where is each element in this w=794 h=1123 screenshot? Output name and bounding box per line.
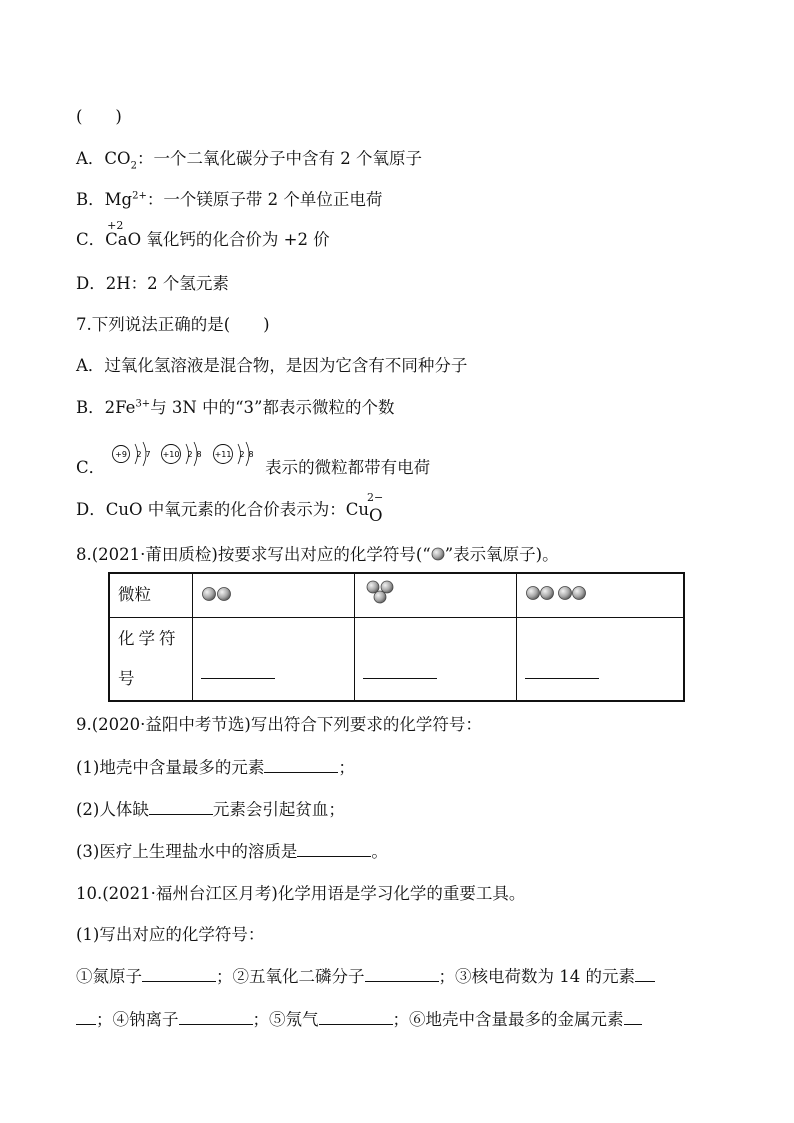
q9-stem: 9.(2020·益阳中考节选)写出符合下列要求的化学符号：	[76, 715, 482, 734]
q7-option-d	[76, 491, 384, 525]
oxygen-atom	[559, 587, 572, 600]
answer-blank[interactable]	[142, 967, 216, 982]
particle-cell-1	[193, 573, 355, 617]
q10-line-1	[76, 967, 655, 987]
q6-c-label: C．	[76, 230, 106, 249]
atom-structure-diagrams	[109, 436, 269, 476]
particle-cell-3	[517, 573, 685, 617]
q10-l1-c: ；③核电荷数为 14 的元素	[438, 967, 635, 986]
q7-stem: 7.下列说法正确的是( )	[76, 315, 270, 334]
shell-electrons: 8	[248, 449, 254, 459]
q6-option-b	[76, 190, 382, 210]
nucleus-charge: +10	[162, 449, 180, 459]
oxygen-atom	[541, 587, 554, 600]
shell-electrons: 8	[196, 449, 202, 459]
ozone-molecule	[363, 580, 403, 610]
q6-option-c	[76, 219, 330, 250]
shell-electrons: 2	[187, 449, 193, 459]
table-row	[109, 617, 684, 701]
q7-d-valence: 2−	[367, 491, 384, 504]
q6-b-superscript: 2+	[132, 190, 147, 202]
q9-i2-pre: (2)人体缺	[76, 800, 149, 819]
q9-i2-post: 元素会引起贫血；	[212, 800, 345, 819]
q9-item-2	[76, 800, 345, 820]
q9-i1-pre: (1)地壳中含量最多的元素	[76, 758, 265, 777]
q6-option-d: D．2H：2 个氢元素	[76, 274, 229, 293]
q6-b-label: B．Mg	[76, 190, 133, 209]
table-row	[109, 573, 684, 617]
q10-l2-b: ；⑤氖气	[252, 1010, 319, 1029]
q10-line-2	[76, 1010, 642, 1030]
q10-l1-a: ①氮原子	[76, 967, 142, 986]
answer-blank[interactable]	[365, 967, 439, 982]
answer-blank[interactable]	[297, 842, 371, 857]
q7-b-label: B．2Fe	[76, 398, 136, 417]
oxygen-atom	[381, 581, 393, 593]
atom-diagram-1	[113, 442, 151, 466]
answer-blank[interactable]	[525, 664, 599, 679]
answer-blank[interactable]	[363, 664, 437, 679]
q7-option-b	[76, 398, 394, 418]
q6-a-label: A．CO	[76, 149, 131, 168]
oxygen-atom	[367, 581, 379, 593]
q7-b-superscript: 3+	[135, 398, 151, 410]
answer-cell-2[interactable]	[355, 617, 517, 701]
q6-a-text: ：一个二氧化碳分子中含有 2 个氧原子	[136, 149, 422, 168]
oxygen-atom-icon	[431, 547, 445, 561]
particle-cell-2	[355, 573, 517, 617]
shell-electrons: 7	[145, 449, 151, 459]
q10-l1-b: ；②五氧化二磷分子	[216, 967, 365, 986]
oxygen-atom	[203, 588, 216, 601]
symbol-row-label: 化学符号	[109, 617, 193, 701]
q7-d-label: D．CuO 中氧元素的化合价表示为：Cu	[76, 500, 370, 519]
q7-c-label: C．	[76, 458, 106, 477]
q6-b-text: ：一个镁原子带 2 个单位正电荷	[146, 190, 383, 209]
q9-item-1	[76, 758, 355, 778]
q6-paren: ( )	[76, 107, 122, 126]
oxygen-atom	[527, 587, 540, 600]
q6-c-text: 氧化钙的化合价为 +2 价	[141, 230, 330, 249]
answer-blank[interactable]	[635, 967, 655, 982]
q7-b-text: 与 3N 中的“3”都表示微粒的个数	[150, 398, 395, 417]
answer-blank[interactable]	[319, 1010, 393, 1025]
shell-electrons: 2	[136, 449, 142, 459]
q10-sub1: (1)写出对应的化学符号：	[76, 925, 265, 944]
answer-cell-1[interactable]	[193, 617, 355, 701]
answer-blank[interactable]	[624, 1010, 642, 1025]
nucleus-charge: +9	[115, 449, 128, 459]
answer-blank[interactable]	[201, 664, 275, 679]
q7-option-a: A．过氧化氢溶液是混合物，是因为它含有不同种分子	[76, 356, 468, 375]
nucleus-charge: +11	[214, 449, 232, 459]
answer-cell-3[interactable]	[517, 617, 685, 701]
q9-item-3	[76, 842, 388, 862]
answer-blank[interactable]	[264, 758, 338, 773]
oxygen-atom	[573, 587, 586, 600]
q10-l2-a: ；④钠离子	[96, 1010, 179, 1029]
answer-blank-continued[interactable]	[76, 1010, 96, 1025]
shell-electrons: 2	[239, 449, 245, 459]
q7-c-text: 表示的微粒都带有电荷	[265, 458, 431, 477]
q10-l2-c: ；⑥地壳中含量最多的金属元素	[392, 1010, 624, 1029]
q8-stem	[76, 545, 559, 565]
q10-stem: 10.(2021·福州台江区月考)化学用语是学习化学的重要工具。	[76, 884, 526, 903]
atom-diagram-2	[162, 442, 202, 466]
particle-row-label: 微粒	[109, 573, 193, 617]
q6-c-formula-text: CaO	[105, 230, 142, 249]
q6-a-subscript: 2	[130, 160, 137, 172]
oxygen-atom	[374, 591, 386, 603]
particle-symbol-table	[108, 572, 685, 702]
q9-i1-post: ；	[338, 758, 355, 777]
q7-d-formula-o: O	[369, 506, 383, 525]
two-oxygen-molecules	[525, 583, 597, 603]
q6-c-formula	[105, 219, 142, 250]
diatomic-oxygen-molecule	[201, 583, 241, 603]
q6-option-a	[76, 149, 422, 172]
q9-i3-pre: (3)医疗上生理盐水中的溶质是	[76, 842, 298, 861]
q7-d-formula	[367, 491, 384, 526]
q7-option-c	[76, 449, 431, 478]
q6-c-valence: +2	[107, 219, 124, 232]
oxygen-atom	[218, 588, 231, 601]
answer-blank[interactable]	[179, 1010, 253, 1025]
q8-stem-end: ”表示氧原子)。	[444, 545, 559, 564]
q9-i3-post: 。	[371, 842, 388, 861]
atom-diagram-3	[214, 442, 254, 466]
q8-stem-text: 8.(2021·莆田质检)按要求写出对应的化学符号(“	[76, 545, 431, 564]
answer-blank[interactable]	[149, 800, 213, 815]
